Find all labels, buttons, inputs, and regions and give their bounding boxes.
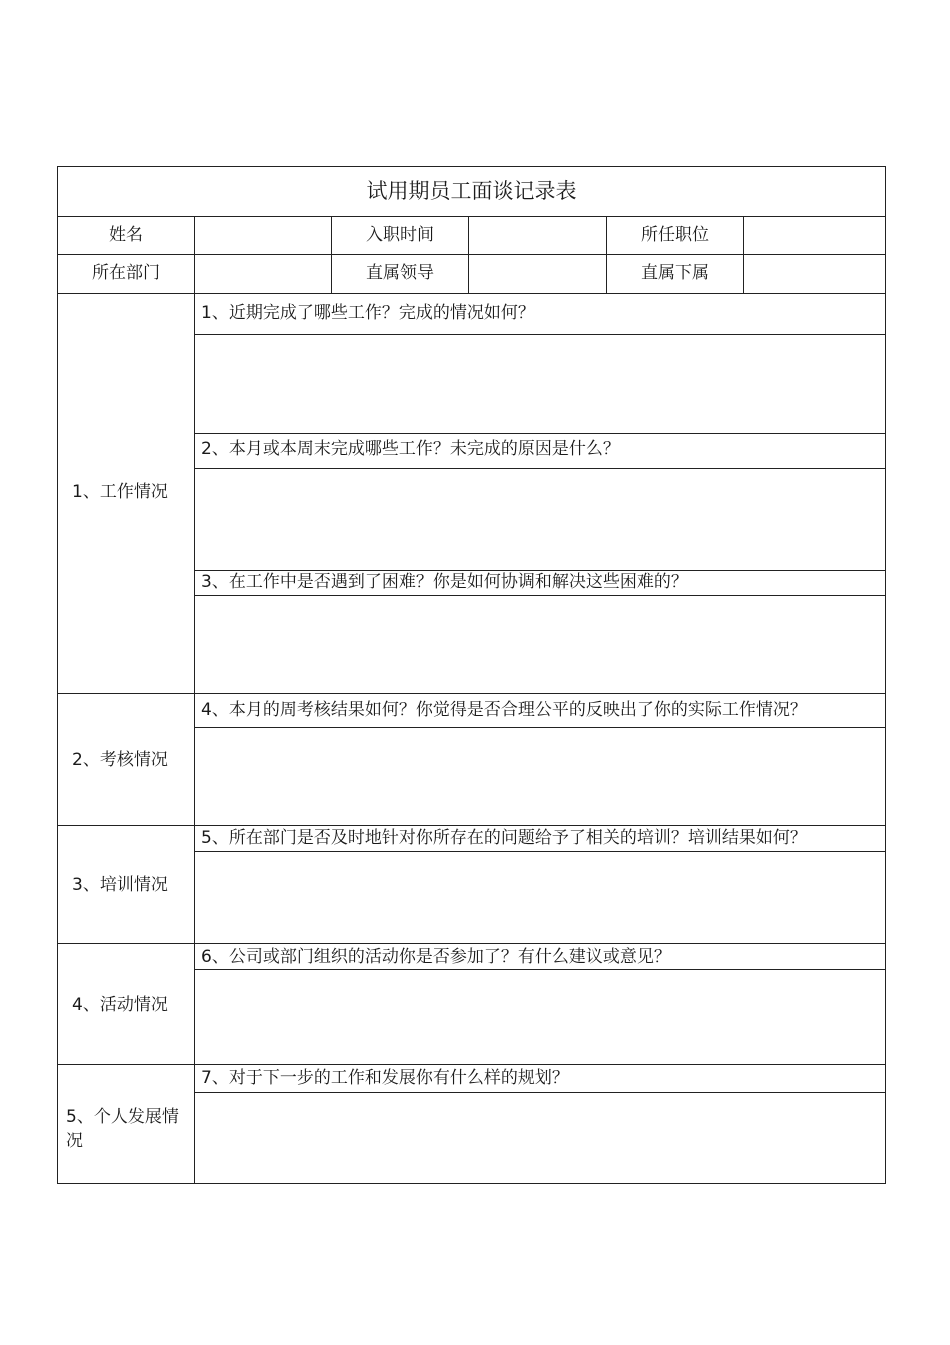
answer-area-6[interactable] bbox=[195, 970, 885, 1064]
divider bbox=[194, 433, 885, 434]
answer-area-1[interactable] bbox=[195, 335, 885, 433]
question-7: 7、对于下一步的工作和发展你有什么样的规划？ bbox=[201, 1068, 569, 1088]
department-field[interactable] bbox=[195, 255, 331, 293]
section-label-assessment: 2、考核情况 bbox=[72, 750, 168, 770]
form-title: 试用期员工面谈记录表 bbox=[366, 179, 577, 203]
divider bbox=[194, 570, 885, 571]
section-label-training: 3、培训情况 bbox=[72, 875, 168, 895]
divider bbox=[58, 293, 885, 294]
label-position: 所任职位 bbox=[641, 225, 709, 245]
section-label-activities: 4、活动情况 bbox=[72, 995, 168, 1015]
question-5: 5、所在部门是否及时地针对你所存在的问题给予了相关的培训？培训结果如何？ bbox=[201, 828, 807, 848]
label-supervisor: 直属领导 bbox=[366, 263, 434, 283]
answer-area-3[interactable] bbox=[195, 596, 885, 693]
question-6: 6、公司或部门组织的活动你是否参加了？有什么建议或意见？ bbox=[201, 947, 671, 967]
answer-area-5[interactable] bbox=[195, 852, 885, 943]
divider bbox=[58, 943, 885, 944]
answer-area-2[interactable] bbox=[195, 469, 885, 570]
question-1: 1、近期完成了哪些工作？完成的情况如何？ bbox=[201, 303, 535, 323]
label-name: 姓名 bbox=[109, 225, 143, 245]
interview-form bbox=[57, 166, 886, 1184]
label-subordinate: 直属下属 bbox=[641, 263, 709, 283]
position-field[interactable] bbox=[744, 217, 885, 254]
label-department: 所在部门 bbox=[92, 263, 160, 283]
label-hire-date: 入职时间 bbox=[366, 225, 434, 245]
divider bbox=[58, 825, 885, 826]
divider bbox=[58, 1064, 885, 1065]
section-label-work: 1、工作情况 bbox=[72, 482, 168, 502]
hire-date-field[interactable] bbox=[469, 217, 606, 254]
answer-area-4[interactable] bbox=[195, 728, 885, 825]
answer-area-7[interactable] bbox=[195, 1093, 885, 1183]
subordinate-field[interactable] bbox=[744, 255, 885, 293]
question-3: 3、在工作中是否遇到了困难？你是如何协调和解决这些困难的？ bbox=[201, 572, 688, 592]
question-4: 4、本月的周考核结果如何？你觉得是否合理公平的反映出了你的实际工作情况？ bbox=[201, 700, 807, 720]
divider bbox=[58, 693, 885, 694]
question-2: 2、本月或本周末完成哪些工作？未完成的原因是什么？ bbox=[201, 439, 620, 459]
supervisor-field[interactable] bbox=[469, 255, 606, 293]
name-field[interactable] bbox=[195, 217, 331, 254]
section-label-development: 5、个人发展情况 bbox=[66, 1107, 179, 1151]
